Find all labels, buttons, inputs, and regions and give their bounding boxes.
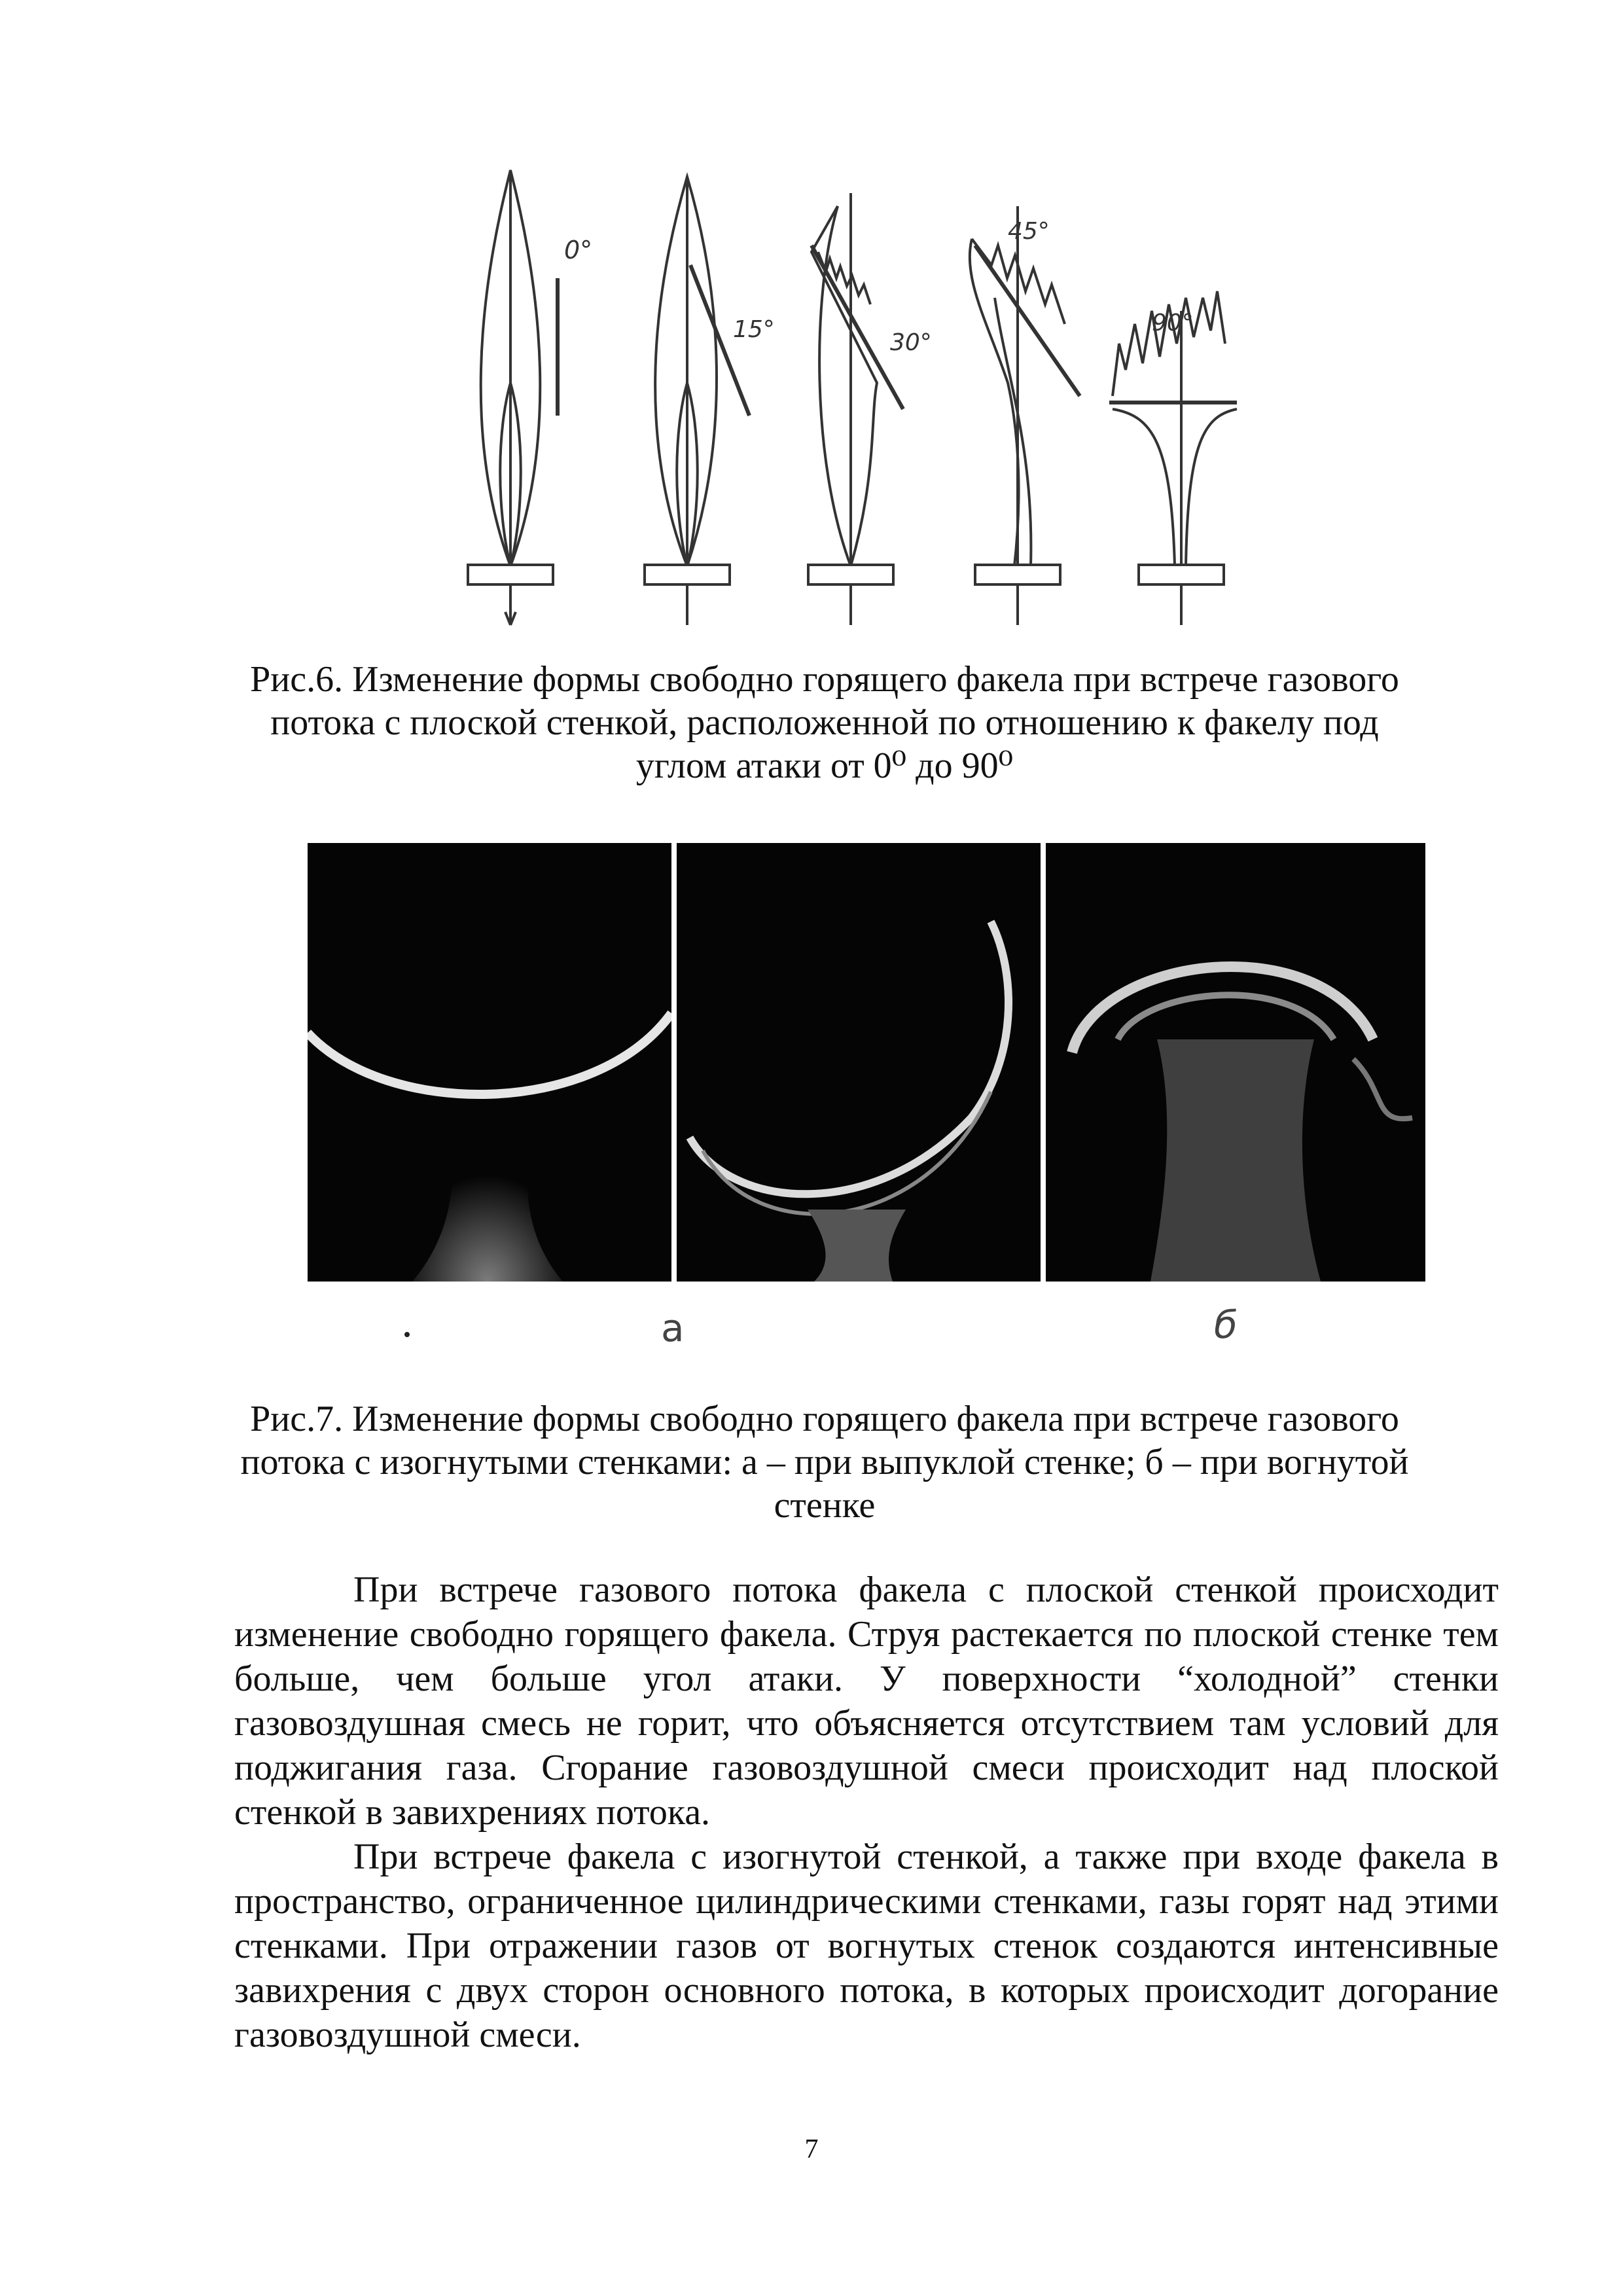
body-text <box>234 1568 1499 2057</box>
flame-45-deg <box>970 206 1080 625</box>
flame-0-deg <box>468 170 592 625</box>
photo-convex-wall-2 <box>677 843 1041 1282</box>
angle-label-30: 30° <box>890 329 932 356</box>
figure-7-label-b: б <box>1214 1302 1238 1347</box>
figure-7-photos <box>308 843 1425 1282</box>
stray-dot <box>404 1332 410 1337</box>
paragraph-2: При встрече факела с изогнутой стенкой, а также при входе факела в пространство, ограниченное цилиндрическими стенками, газы горят над этими стенками. При отражении газов от вогнутых стенок создаются интенсивные завихрения с двух сторон основного потока, в которых происходит догорание газовоздушной смеси. <box>234 1837 1499 2055</box>
angle-label-90: 90° <box>1152 310 1194 336</box>
angle-label-15: 15° <box>733 316 775 343</box>
flame-15-deg <box>645 177 775 625</box>
page-number: 7 <box>804 2134 819 2164</box>
paragraph-1: При встрече газового потока факела с плоской стенкой происходит изменение свободно горящего факела. Струя растекается по плоской стенке тем больше, чем больше угол атаки. У поверхности “холодной” стенки газовоздушная смесь не горит, что объясняется отсутствием там условий для поджигания газа. Сгорание газовоздушной смеси происходит над плоской стенкой в завихрениях потока. <box>234 1570 1499 1833</box>
photo-convex-wall-1 <box>308 843 671 1282</box>
figure-7-label-a: а <box>661 1306 685 1350</box>
angle-label-45: 45° <box>1008 218 1050 245</box>
figure-6-caption: Рис.6. Изменение формы свободно горящего факела при встрече газового потока с плоской стенкой, расположенной по отношению к факелу под углом атаки от 0⁰ до 90⁰ <box>250 659 1399 786</box>
flame-30-deg <box>808 193 932 625</box>
photo-concave-wall <box>1046 843 1425 1282</box>
figure-7-caption: Рис.7. Изменение формы свободно горящего факела при встрече газового потока с изогнутыми стенками: а – при выпуклой стенке; б – при вогнутой стенке <box>240 1399 1409 1526</box>
flame-90-deg <box>1109 291 1237 625</box>
figure-6-drawing <box>419 167 1296 638</box>
angle-label-0: 0° <box>564 236 593 264</box>
